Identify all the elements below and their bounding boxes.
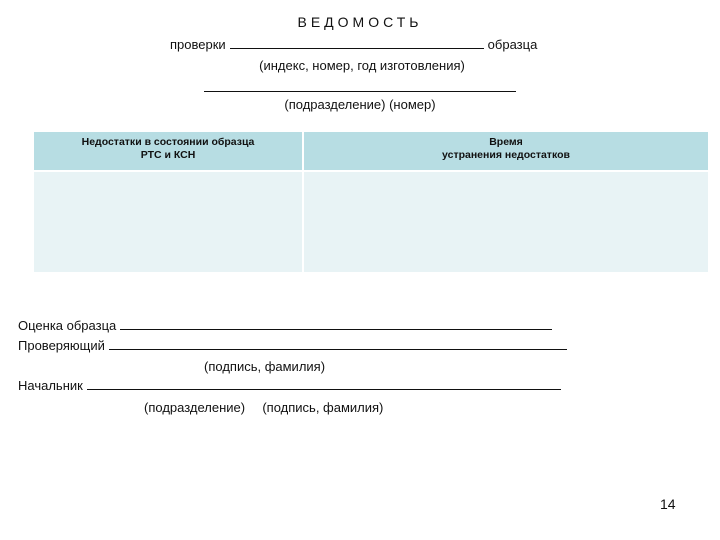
defects-table [34, 132, 708, 272]
check-suffix: образца [487, 37, 538, 52]
table-header-time: Время устранения недостатков [304, 132, 708, 170]
assessment-label: Оценка образца [18, 318, 117, 333]
unit-hint: (подразделение) (номер) [284, 97, 436, 112]
unit-blank-line [204, 91, 516, 92]
check-prefix: проверки [170, 37, 226, 52]
assessment-line [18, 318, 556, 333]
table-header-defects: Недостатки в состоянии образца РТС и КСН [34, 132, 302, 170]
assessment-blank-line [120, 318, 552, 330]
check-line [170, 37, 537, 52]
chief-hint-unit: (подразделение) [144, 400, 246, 415]
inspector-blank-line [109, 338, 567, 350]
chief-label: Начальник [18, 378, 83, 393]
sample-blank-line [230, 37, 484, 49]
sample-hint: (индекс, номер, год изготовления) [259, 58, 465, 73]
inspector-label: Проверяющий [18, 338, 105, 353]
chief-hint [144, 400, 383, 415]
document-title: ВЕДОМОСТЬ [297, 14, 423, 30]
table-cell-time [304, 172, 708, 272]
inspector-line [18, 338, 571, 353]
page-number: 14 [660, 496, 676, 512]
table-cell-defects [34, 172, 302, 272]
inspector-hint: (подпись, фамилия) [204, 359, 326, 374]
chief-blank-line [87, 378, 561, 390]
chief-hint-sign: (подпись, фамилия) [262, 400, 384, 415]
chief-line [18, 378, 565, 393]
